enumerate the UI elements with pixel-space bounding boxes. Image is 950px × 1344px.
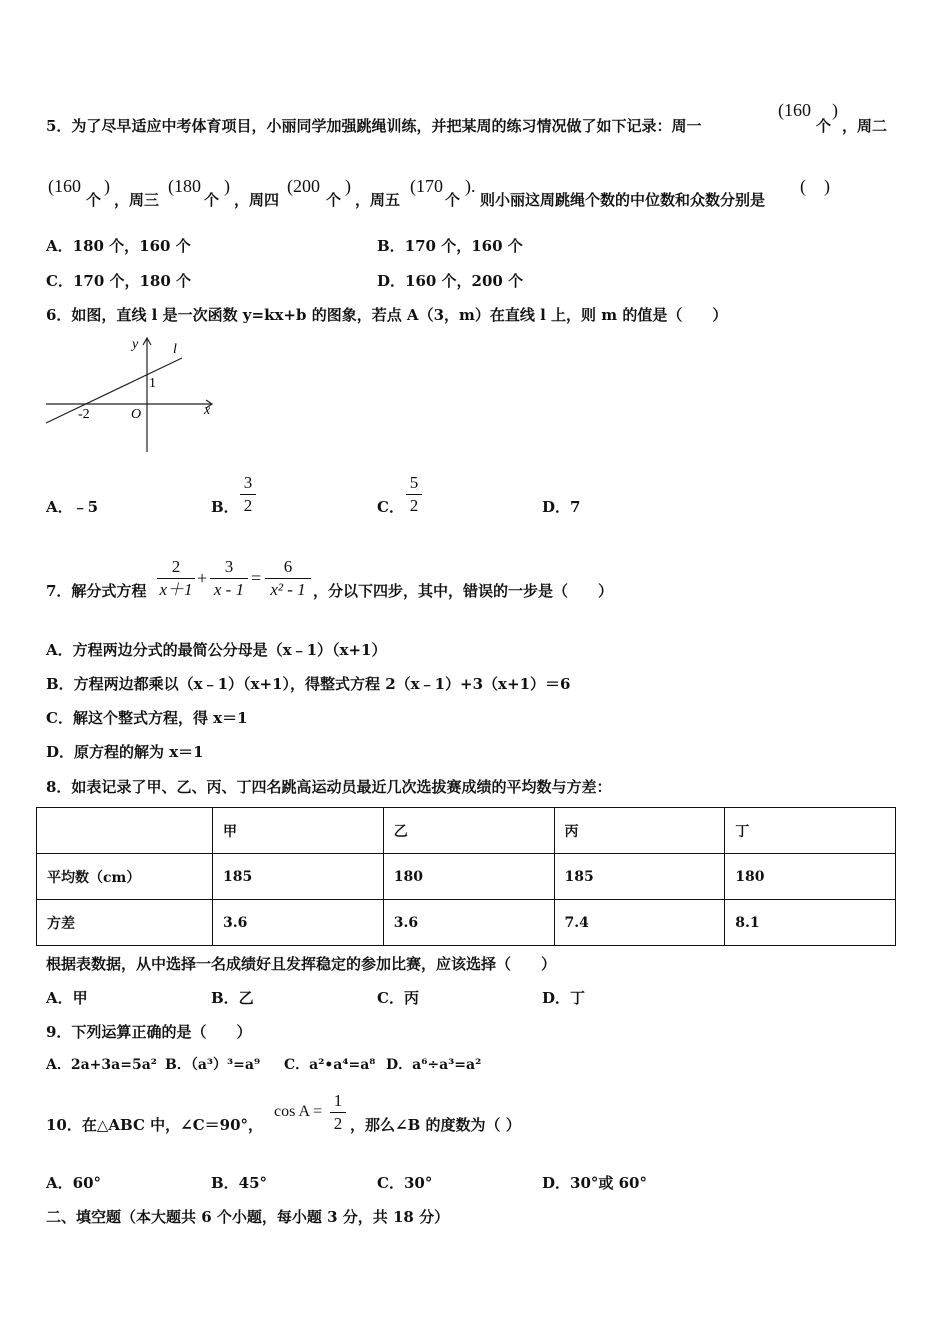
q10-fraction (330, 1090, 346, 1135)
q5-option-b: B．170 个，160 个 (377, 237, 523, 255)
q7-equals: = (251, 568, 262, 588)
q8-option-d: D．丁 (542, 989, 586, 1007)
table-cell: 3.6 (213, 900, 384, 946)
q5-wed-value: (180 (168, 176, 201, 196)
q6-option-a: A．﹣5 (46, 498, 99, 516)
x-intercept-label: -2 (78, 407, 90, 422)
q5-tue-label: ，周二 (842, 117, 888, 135)
q7-option-c: C．解这个整式方程，得 x＝1 (46, 709, 248, 727)
frac-den: x＋1 (159, 580, 193, 599)
q5-blank: ( ) (800, 176, 830, 196)
q8-option-a: A．甲 (46, 989, 88, 1007)
y-intercept-label: 1 (149, 376, 156, 391)
table-row (37, 854, 896, 900)
q7-suffix: ，分以下四步，其中，错误的一步是（ ） (313, 582, 614, 600)
table-cell: 185 (213, 854, 384, 900)
frac-num: 3 (243, 473, 253, 492)
q6-option-c: C． (377, 498, 404, 516)
q9-option-b: B．（a³）³=a⁹ (165, 1057, 261, 1073)
q5-thu-close: ) (345, 176, 351, 196)
q7-fraction-1 (157, 556, 195, 601)
q5-option-a: A．180 个，160 个 (46, 237, 191, 255)
frac-num: 1 (333, 1091, 343, 1110)
table-cell: 平均数（cm） (37, 854, 213, 900)
q5-mon-value: (160 (778, 100, 811, 120)
table-cell: 方差 (37, 900, 213, 946)
q10-option-d: D．30°或 60° (542, 1174, 647, 1192)
q9-stem: 9．下列运算正确的是（ ） (46, 1023, 252, 1041)
frac-den: 2 (409, 496, 419, 515)
q5-thu-value: (200 (287, 176, 320, 196)
q9-option-c: C．a²•a⁴=a⁸ (284, 1057, 376, 1073)
q6-line-graph (40, 332, 225, 457)
frac-den: x - 1 (213, 580, 245, 599)
q6-option-c-fraction (406, 472, 422, 517)
table-cell: 3.6 (383, 900, 554, 946)
table-cell: 180 (725, 854, 896, 900)
table-cell: 7.4 (554, 900, 725, 946)
q5-thu-label: ，周四 (234, 191, 280, 209)
q5-option-d: D．160 个，200 个 (377, 272, 524, 290)
q7-option-a: A．方程两边分式的最简公分母是（x﹣1）（x+1） (46, 641, 387, 659)
q10-option-b: B．45° (211, 1174, 268, 1192)
table-cell: 甲 (213, 808, 384, 854)
table-header-row (37, 808, 896, 854)
q7-fraction-2 (210, 556, 248, 601)
frac-num: 6 (283, 557, 293, 576)
q10-option-a: A．60° (46, 1174, 102, 1192)
q5-mon-close: ) (832, 100, 838, 120)
q5-fri-value: (170 (410, 176, 443, 196)
frac-den: x² - 1 (270, 580, 306, 599)
y-axis-label: y (132, 337, 139, 352)
q8-question: 根据表数据，从中选择一名成绩好且发挥稳定的参加比赛，应该选择（ ） (46, 955, 557, 973)
line-label: l (173, 342, 177, 357)
table-cell: 185 (554, 854, 725, 900)
q5-line1: 5．为了尽早适应中考体育项目，小丽同学加强跳绳训练，并把某周的练习情况做了如下记录：周一 (46, 117, 702, 135)
table-cell: 8.1 (725, 900, 896, 946)
frac-den: 2 (333, 1114, 343, 1133)
frac-num: 2 (171, 557, 181, 576)
q8-score-table (36, 807, 896, 946)
q5-tue-close: ) (104, 176, 110, 196)
frac-num: 3 (224, 557, 234, 576)
q9-option-a: A．2a+3a=5a² (46, 1057, 157, 1073)
table-cell: 丙 (554, 808, 725, 854)
q8-stem: 8．如表记录了甲、乙、丙、丁四名跳高运动员最近几次选拔赛成绩的平均数与方差： (46, 778, 612, 796)
q6-option-b: B． (211, 498, 239, 516)
q8-option-c: C．丙 (377, 989, 419, 1007)
q6-stem: 6．如图，直线 l 是一次函数 y=kx+b 的图象，若点 A（3，m）在直线 l 上，则 m 的值是（ ） (46, 306, 728, 324)
table-row (37, 900, 896, 946)
q5-fri-label: ，周五 (355, 191, 401, 209)
table-cell (37, 808, 213, 854)
q7-option-b: B．方程两边都乘以（x﹣1）（x+1），得整式方程 2（x﹣1）+3（x+1）＝6 (46, 675, 571, 693)
q5-wed-close: ) (224, 176, 230, 196)
q6-option-d: D．7 (542, 498, 581, 516)
q5-wed-label: ，周三 (114, 191, 160, 209)
frac-num: 5 (409, 473, 419, 492)
q7-plus: + (197, 568, 208, 588)
q5-tue-unit: 个 (86, 191, 102, 209)
frac-den: 2 (243, 496, 253, 515)
q10-prefix: 10．在△ABC 中，∠C＝90°， (46, 1116, 264, 1134)
q5-thu-unit: 个 (326, 191, 342, 209)
q10-cos: cos A = (274, 1103, 323, 1120)
q10-suffix: ，那么∠B 的度数为（ ） (350, 1116, 521, 1134)
q6-option-b-fraction (240, 472, 256, 517)
line-l (46, 358, 182, 423)
q5-wed-unit: 个 (204, 191, 220, 209)
section-2-heading: 二、填空题（本大题共 6 个小题，每小题 3 分，共 18 分） (46, 1208, 450, 1226)
q5-fri-close: ). (465, 176, 476, 196)
origin-label: O (131, 407, 142, 422)
table-cell: 乙 (383, 808, 554, 854)
q7-option-d: D．原方程的解为 x＝1 (46, 743, 204, 761)
q5-fri-unit: 个 (445, 191, 461, 209)
q9-option-d: D．a⁶÷a³=a² (386, 1057, 482, 1073)
q7-fraction-3 (265, 556, 311, 601)
table-cell: 180 (383, 854, 554, 900)
q5-tue-value: (160 (48, 176, 81, 196)
q7-prefix: 7．解分式方程 (46, 582, 147, 600)
q5-tail: 则小丽这周跳绳个数的中位数和众数分别是 (480, 191, 766, 209)
x-axis-label: x (204, 403, 211, 418)
q5-mon-unit: 个 (816, 117, 832, 135)
q10-option-c: C．30° (377, 1174, 433, 1192)
table-cell: 丁 (725, 808, 896, 854)
q8-option-b: B．乙 (211, 989, 254, 1007)
q5-option-c: C．170 个，180 个 (46, 272, 192, 290)
